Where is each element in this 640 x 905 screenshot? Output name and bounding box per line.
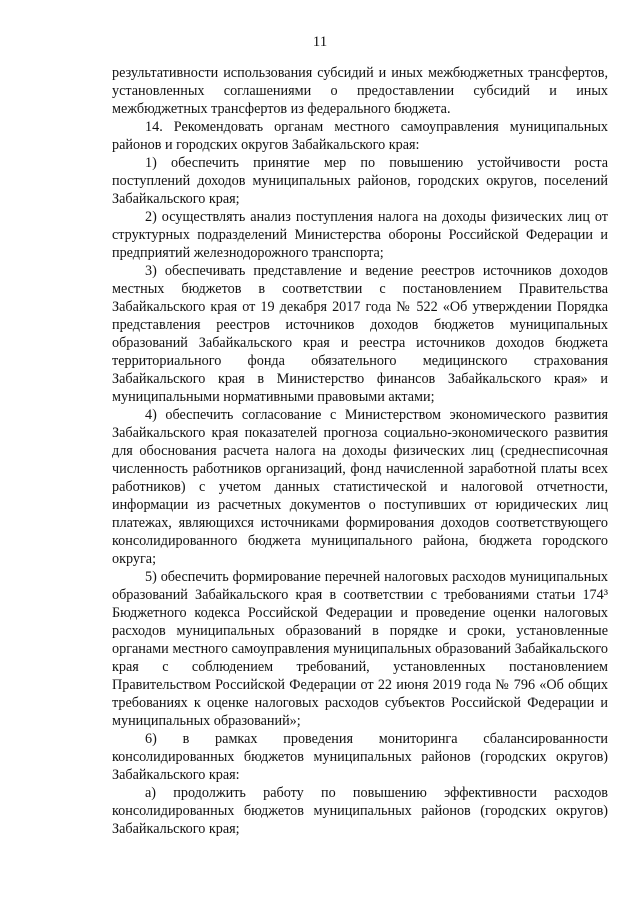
paragraph-continuation: результативности использования субсидий и иных межбюджетных трансфертов, установленных соглашениями о предоставлении субсидий и иных межбюджетных трансфертов из федерального бюджета. bbox=[112, 65, 608, 117]
paragraph-subitem-4: 4) обеспечить согласование с Министерством экономического развития Забайкальского края показателей прогноза социально-экономического развития для обоснования расчета налога на доходы физических лиц (среднесписочная численность работников организаций, фонд начисленной заработной платы всех работников) с учетом данных статистической и налоговой отчетности, информации из расчетных документов о поступивших от юридических лиц платежах, являющихся источниками формирования доходов соответствующего консолидированного бюджета муниципального района, бюджета городского округа; bbox=[112, 407, 608, 567]
document-body bbox=[112, 64, 608, 838]
paragraph-subitem-3: 3) обеспечивать представление и ведение реестров источников доходов местных бюджетов в соответствии с постановлением Правительства Забайкальского края от 19 декабря 2017 года № 522 «Об утверждении Порядка представления реестров источников доходов бюджетов муниципальных образований Забайкальского края и реестра источников доходов бюджета территориального фонда обязательного медицинского страхования Забайкальского края в Министерство финансов Забайкальского края» и муниципальными нормативными правовыми актами; bbox=[112, 263, 608, 405]
paragraph-subitem-2: 2) осуществлять анализ поступления налога на доходы физических лиц от структурных подразделений Министерства обороны Российской Федерации и предприятий железнодорожного транспорта; bbox=[112, 209, 608, 261]
paragraph-subitem-1: 1) обеспечить принятие мер по повышению устойчивости роста поступлений доходов муниципальных районов, городских округов, поселений Забайкальского края; bbox=[112, 155, 608, 207]
page-number: 11 bbox=[312, 34, 328, 50]
paragraph-subitem-6a: а) продолжить работу по повышению эффективности расходов консолидированных бюджетов муниципальных районов (городских округов) Забайкальского края; bbox=[112, 785, 608, 837]
paragraph-subitem-6: 6) в рамках проведения мониторинга сбалансированности консолидированных бюджетов муниципальных районов (городских округов) Забайкальского края: bbox=[112, 731, 608, 783]
paragraph-subitem-5: 5) обеспечить формирование перечней налоговых расходов муниципальных образований Забайкальского края в соответствии с требованиями статьи 174³ Бюджетного кодекса Российской Федерации и проведение оценки налоговых расходов муниципальных образований в порядке и сроки, установленные органами местного самоуправления муниципальных образований Забайкальского края с соблюдением требований, установленных постановлением Правительством Российской Федерации от 22 июня 2019 года № 796 «Об общих требованиях к оценке налоговых расходов субъектов Российской Федерации и муниципальных образований»; bbox=[112, 569, 608, 729]
paragraph-item-14: 14. Рекомендовать органам местного самоуправления муниципальных районов и городских округов Забайкальского края: bbox=[112, 119, 608, 153]
